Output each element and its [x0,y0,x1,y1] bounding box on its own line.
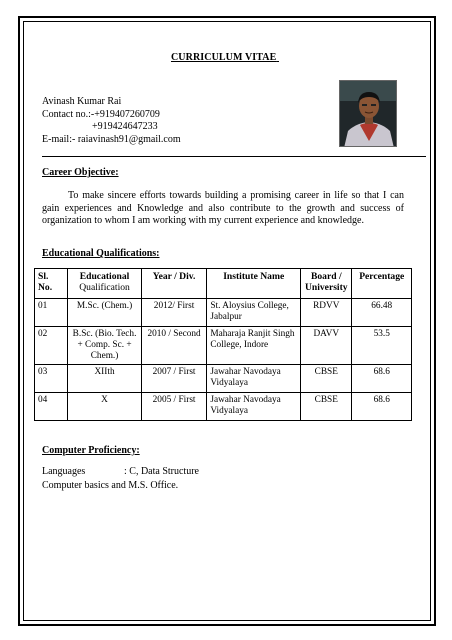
computer-proficiency-heading: Computer Proficiency: [42,445,140,456]
cell-sl-no: 03 [35,365,68,393]
career-objective-heading: Career Objective: [42,167,119,178]
document-title: CURRICULUM VITAE [170,52,277,63]
header-qualification-line1: Educational [79,271,130,282]
cell-board: RDVV [301,299,352,327]
education-heading: Educational Qualifications: [42,248,160,259]
career-objective-text: To make sincere efforts towards building a promising career in life so that I can gain experiences and Knowledge and also contribute to the growth and success of organization to whom I am working with my current experience and knowledge. [42,190,404,226]
header-qualification [68,269,142,299]
header-percentage: Percentage [352,269,412,299]
computer-basics-text: Computer basics and M.S. Office. [42,480,179,491]
cell-institute: Maharaja Ranjit Singh College, Indore [207,327,301,365]
candidate-name: Avinash Kumar Rai [42,96,122,107]
cell-qualification: B.Sc. (Bio. Tech. + Comp. Sc. + Chem.) [68,327,142,365]
header-board-line2: University [304,282,348,293]
cell-institute: Jawahar Navodaya Vidyalaya [207,393,301,421]
cell-board: DAVV [301,327,352,365]
languages-value: : C, Data Structure [124,466,199,477]
header-year: Year / Div. [141,269,207,299]
cell-qualification: X [68,393,142,421]
cell-qualification: M.Sc. (Chem.) [68,299,142,327]
contact-number-primary: Contact no.:-+919407260709 [42,108,160,120]
cell-year: 2005 / First [141,393,207,421]
contact-number-secondary: +919424647233 [92,121,158,132]
cell-year: 2010 / Second [141,327,207,365]
header-board-line1: Board / [310,271,342,282]
email-address: E-mail:- raiavinash91@gmail.com [42,133,181,145]
cell-board: CBSE [301,365,352,393]
cell-qualification: XIIth [68,365,142,393]
contact-block [42,96,181,146]
cell-year: 2007 / First [141,365,207,393]
cell-year: 2012/ First [141,299,207,327]
table-row [35,327,412,365]
person-photo-icon [340,81,397,147]
table-row [35,299,412,327]
header-board [301,269,352,299]
header-institute: Institute Name [207,269,301,299]
cell-board: CBSE [301,393,352,421]
education-table [34,268,412,421]
cell-percentage: 66.48 [352,299,412,327]
languages-label: Languages [42,466,86,477]
header-sl-no: Sl. No. [35,269,68,299]
cell-sl-no: 01 [35,299,68,327]
header-divider [42,156,426,157]
cell-institute: Jawahar Navodaya Vidyalaya [207,365,301,393]
cell-sl-no: 02 [35,327,68,365]
cell-percentage: 68.6 [352,393,412,421]
cell-percentage: 53.5 [352,327,412,365]
cell-percentage: 68.6 [352,365,412,393]
cell-sl-no: 04 [35,393,68,421]
table-row [35,365,412,393]
cell-institute: St. Aloysius College, Jabalpur [207,299,301,327]
table-header-row [35,269,412,299]
profile-photo [339,80,397,147]
header-qualification-line2: Qualification [79,282,130,293]
table-row [35,393,412,421]
